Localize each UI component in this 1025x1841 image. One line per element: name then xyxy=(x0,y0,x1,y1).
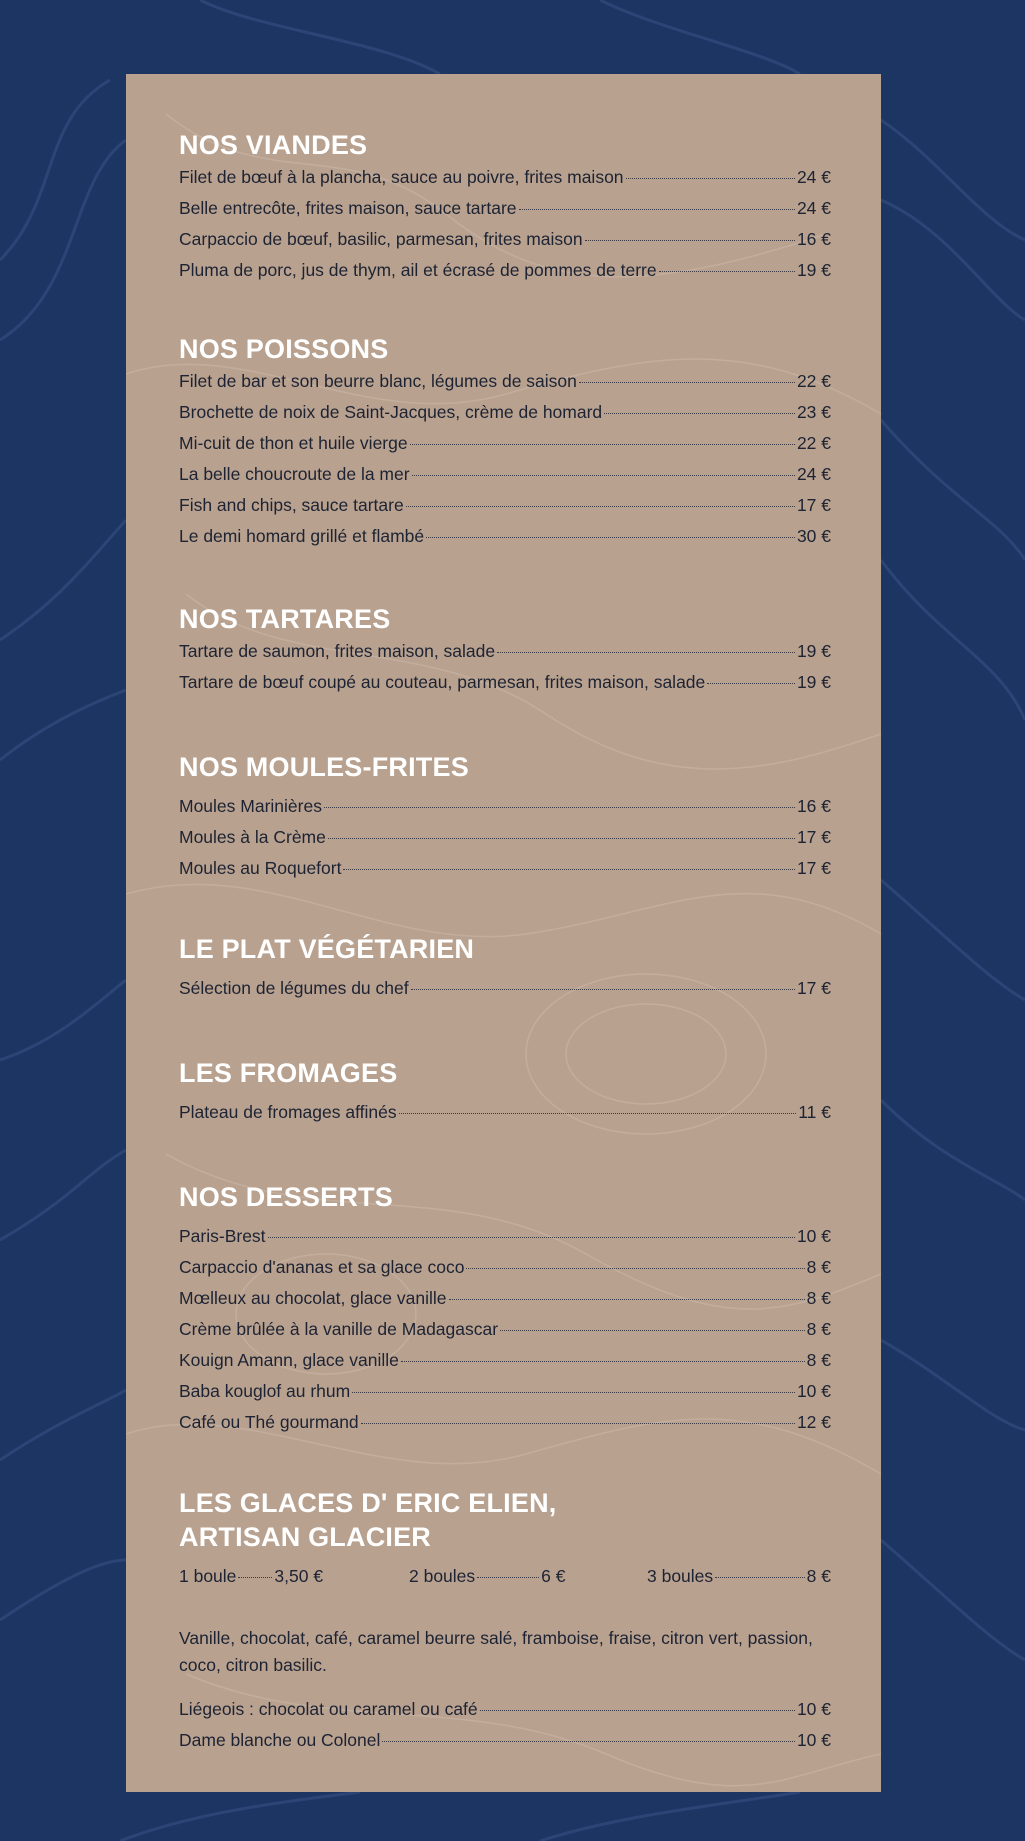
item-name: Moules à la Crème xyxy=(179,827,326,847)
scoop-name: 3 boules xyxy=(647,1566,714,1586)
item-price: 19 € xyxy=(796,672,831,692)
item-price: 19 € xyxy=(796,260,831,280)
scoop-price: 3,50 € xyxy=(274,1566,324,1586)
item-list xyxy=(179,796,831,889)
dot-leader xyxy=(343,869,794,870)
menu-item xyxy=(179,433,831,464)
item-price: 8 € xyxy=(806,1350,831,1370)
item-name: Dame blanche ou Colonel xyxy=(179,1730,381,1750)
section-title: LE PLAT VÉGÉTARIEN xyxy=(179,934,475,964)
item-name: Tartare de bœuf coupé au couteau, parmesan, frites maison, salade xyxy=(179,672,706,692)
menu-item xyxy=(179,1730,831,1761)
menu-item xyxy=(179,229,831,260)
item-price: 10 € xyxy=(796,1699,831,1719)
dot-leader xyxy=(659,271,795,272)
menu-item xyxy=(179,1381,831,1412)
dot-leader xyxy=(410,444,795,445)
section-title: NOS POISSONS xyxy=(179,334,389,364)
section-tartares xyxy=(179,602,831,703)
item-name: Plateau de fromages affinés xyxy=(179,1102,397,1122)
dot-leader xyxy=(238,1577,272,1578)
menu-item xyxy=(179,796,831,827)
menu-item xyxy=(179,641,831,672)
item-price: 17 € xyxy=(796,858,831,878)
item-price: 16 € xyxy=(796,229,831,249)
menu-item xyxy=(179,1102,831,1133)
menu-item xyxy=(179,198,831,229)
section-desserts xyxy=(179,1180,831,1443)
dot-leader xyxy=(500,1330,805,1331)
item-list xyxy=(179,978,831,1009)
item-name: Brochette de noix de Saint-Jacques, crème de homard xyxy=(179,402,603,422)
dot-leader xyxy=(399,1113,797,1114)
item-name: La belle choucroute de la mer xyxy=(179,464,410,484)
menu-item xyxy=(179,1226,831,1257)
scoop-name: 1 boule xyxy=(179,1566,237,1586)
item-list xyxy=(179,371,831,557)
item-name: Liégeois : chocolat ou caramel ou café xyxy=(179,1699,478,1719)
scoop-price: 6 € xyxy=(541,1566,566,1586)
dot-leader xyxy=(626,178,795,179)
scoop-option xyxy=(409,1566,647,1587)
item-name: Paris-Brest xyxy=(179,1226,266,1246)
scoop-prices xyxy=(179,1566,831,1597)
dot-leader xyxy=(382,1741,795,1742)
item-name: Crème brûlée à la vanille de Madagascar xyxy=(179,1319,499,1339)
menu-item xyxy=(179,1350,831,1381)
dot-leader xyxy=(604,413,795,414)
item-name: Carpaccio de bœuf, basilic, parmesan, frites maison xyxy=(179,229,583,249)
item-price: 10 € xyxy=(796,1381,831,1401)
item-name: Filet de bœuf à la plancha, sauce au poivre, frites maison xyxy=(179,167,624,187)
menu-item xyxy=(179,167,831,198)
section-poissons xyxy=(179,332,831,557)
menu-item xyxy=(179,672,831,703)
item-price: 19 € xyxy=(796,641,831,661)
item-price: 11 € xyxy=(798,1102,831,1122)
dot-leader xyxy=(324,807,795,808)
menu-item xyxy=(179,260,831,291)
dot-leader xyxy=(715,1577,805,1578)
section-title-line2: ARTISAN GLACIER xyxy=(179,1522,431,1552)
section-moules xyxy=(179,750,831,889)
section-vegetarien xyxy=(179,932,831,1009)
item-price: 10 € xyxy=(796,1730,831,1750)
scoop-option xyxy=(647,1566,831,1587)
item-price: 24 € xyxy=(796,167,831,187)
dot-leader xyxy=(328,838,795,839)
dot-leader xyxy=(480,1710,795,1711)
menu-item xyxy=(179,464,831,495)
item-price: 30 € xyxy=(796,526,831,546)
menu-item xyxy=(179,827,831,858)
item-list xyxy=(179,1102,831,1133)
dot-leader xyxy=(406,506,795,507)
item-price: 8 € xyxy=(806,1257,831,1277)
menu-item xyxy=(179,402,831,433)
section-glaces xyxy=(179,1486,831,1761)
item-name: Fish and chips, sauce tartare xyxy=(179,495,404,515)
item-price: 17 € xyxy=(796,495,831,515)
menu-item xyxy=(179,858,831,889)
menu-item xyxy=(179,371,831,402)
item-price: 12 € xyxy=(796,1412,831,1432)
item-name: Kouign Amann, glace vanille xyxy=(179,1350,399,1370)
item-list xyxy=(179,1699,831,1761)
item-price: 22 € xyxy=(796,371,831,391)
item-name: Moules au Roquefort xyxy=(179,858,342,878)
dot-leader xyxy=(426,537,795,538)
item-price: 8 € xyxy=(806,1319,831,1339)
section-title: NOS TARTARES xyxy=(179,604,391,634)
item-name: Mœlleux au chocolat, glace vanille xyxy=(179,1288,447,1308)
dot-leader xyxy=(352,1392,795,1393)
scoop-option xyxy=(179,1566,409,1587)
menu-item xyxy=(179,526,831,557)
item-price: 8 € xyxy=(806,1288,831,1308)
dot-leader xyxy=(519,209,795,210)
item-price: 10 € xyxy=(796,1226,831,1246)
dot-leader xyxy=(268,1237,795,1238)
scoop-price: 8 € xyxy=(806,1566,831,1586)
section-title: LES GLACES D' ERIC ELIEN, xyxy=(179,1488,557,1518)
section-title: LES FROMAGES xyxy=(179,1058,398,1088)
menu-item xyxy=(179,978,831,1009)
dot-leader xyxy=(707,683,795,684)
menu-item xyxy=(179,495,831,526)
item-price: 24 € xyxy=(796,198,831,218)
dot-leader xyxy=(585,240,795,241)
dot-leader xyxy=(477,1577,539,1578)
dot-leader xyxy=(449,1299,805,1300)
item-name: Filet de bar et son beurre blanc, légumes de saison xyxy=(179,371,577,391)
scoop-name: 2 boules xyxy=(409,1566,476,1586)
flavors-text: Vanille, chocolat, café, caramel beurre salé, framboise, fraise, citron vert, passion, coco, citron basilic. xyxy=(179,1628,813,1675)
section-viandes xyxy=(179,128,831,291)
item-price: 22 € xyxy=(796,433,831,453)
item-name: Moules Marinières xyxy=(179,796,322,816)
dot-leader xyxy=(412,475,795,476)
item-name: Tartare de saumon, frites maison, salade xyxy=(179,641,496,661)
item-price: 17 € xyxy=(796,827,831,847)
menu-item xyxy=(179,1699,831,1730)
item-list xyxy=(179,1226,831,1443)
dot-leader xyxy=(466,1268,804,1269)
menu-item xyxy=(179,1412,831,1443)
item-price: 17 € xyxy=(796,978,831,998)
dot-leader xyxy=(497,652,795,653)
dot-leader xyxy=(361,1423,795,1424)
dot-leader xyxy=(579,382,795,383)
dot-leader xyxy=(411,989,795,990)
item-price: 23 € xyxy=(796,402,831,422)
menu-item xyxy=(179,1257,831,1288)
section-title: NOS DESSERTS xyxy=(179,1182,393,1212)
menu-panel xyxy=(126,74,881,1792)
dot-leader xyxy=(401,1361,805,1362)
section-title: NOS MOULES-FRITES xyxy=(179,752,469,782)
section-title: NOS VIANDES xyxy=(179,130,368,160)
item-name: Pluma de porc, jus de thym, ail et écrasé de pommes de terre xyxy=(179,260,657,280)
item-name: Baba kouglof au rhum xyxy=(179,1381,351,1401)
item-name: Mi-cuit de thon et huile vierge xyxy=(179,433,408,453)
section-fromages xyxy=(179,1056,831,1133)
item-price: 24 € xyxy=(796,464,831,484)
item-list xyxy=(179,167,831,291)
item-list xyxy=(179,641,831,703)
item-name: Sélection de légumes du chef xyxy=(179,978,409,998)
item-price: 16 € xyxy=(796,796,831,816)
item-name: Café ou Thé gourmand xyxy=(179,1412,359,1432)
menu-item xyxy=(179,1288,831,1319)
item-name: Carpaccio d'ananas et sa glace coco xyxy=(179,1257,465,1277)
item-name: Belle entrecôte, frites maison, sauce tartare xyxy=(179,198,517,218)
item-name: Le demi homard grillé et flambé xyxy=(179,526,425,546)
menu-item xyxy=(179,1319,831,1350)
